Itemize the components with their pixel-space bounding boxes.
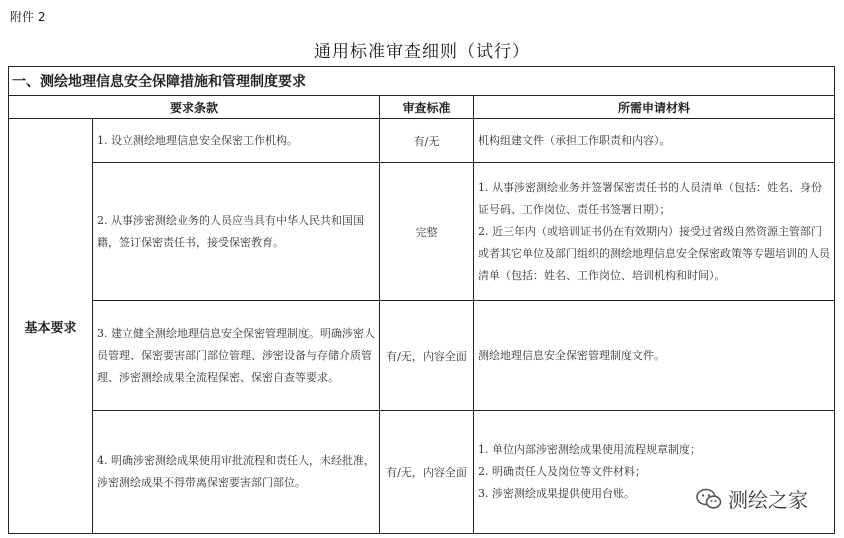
- material-line: 2. 近三年内（或培训证书仍在有效期内）接受过省级自然资源主管部门或者其它单位及部门组织的测绘地理信息安全保密政策等专题培训的人员清单（包括：姓名、工作岗位、培训机构和时间）。: [478, 224, 830, 282]
- materials-cell: [474, 411, 835, 534]
- watermark-text: 测绘之家: [728, 488, 808, 512]
- requirement-cell: 1. 设立测绘地理信息安全保密工作机构。: [93, 119, 380, 163]
- table-row: [9, 119, 835, 163]
- materials-cell: [474, 163, 835, 301]
- requirement-cell: 4. 明确涉密测绘成果使用审批流程和责任人，未经批准，涉密测绘成果不得带离保密要害部门部位。: [93, 411, 380, 534]
- category-cell: 基本要求: [9, 119, 93, 534]
- review-table-container: [8, 66, 834, 534]
- standard-cell: 有/无，内容全面: [380, 411, 474, 534]
- section-heading: 一、测绘地理信息安全保障措施和管理制度要求: [9, 67, 835, 96]
- table-row: [9, 301, 835, 411]
- material-line: 测绘地理信息安全保密管理制度文件。: [478, 348, 665, 362]
- standard-cell: 有/无: [380, 119, 474, 163]
- page-title: 通用标准审查细则（试行）: [314, 42, 530, 62]
- table-row: [9, 411, 835, 534]
- material-line: 机构组建文件（承担工作职责和内容）。: [478, 133, 671, 147]
- material-line: 1. 单位内部涉密测绘成果使用流程规章制度；: [478, 443, 701, 456]
- material-line: 1. 从事涉密测绘业务并签署保密责任书的人员清单（包括：姓名、身份证号码、工作岗位、责任书签署日期）；: [478, 180, 822, 216]
- material-line: 3. 涉密测绘成果提供使用台账。: [478, 487, 635, 500]
- materials-cell: [474, 301, 835, 411]
- standard-cell: 完整: [380, 163, 474, 301]
- header-standard: 审查标准: [380, 96, 474, 119]
- review-table: [8, 66, 835, 534]
- watermark: [696, 484, 808, 513]
- requirement-cell: 2. 从事涉密测绘业务的人员应当具有中华人民共和国国籍，签订保密责任书，接受保密教育。: [93, 163, 380, 301]
- wechat-icon: [696, 488, 722, 510]
- table-row: [9, 163, 835, 301]
- materials-cell: [474, 119, 835, 163]
- header-requirement: 要求条款: [9, 96, 380, 119]
- section-heading-row: [9, 67, 835, 96]
- requirement-cell: 3. 建立健全测绘地理信息安全保密管理制度。明确涉密人员管理、保密要害部门部位管理、涉密设备与存储介质管理、涉密测绘成果全流程保密、保密自查等要求。: [93, 301, 380, 411]
- material-line: 2. 明确责任人及岗位等文件材料；: [478, 465, 646, 478]
- header-materials: 所需申请材料: [474, 96, 835, 119]
- table-header-row: [9, 96, 835, 119]
- attachment-label: 附件 2: [10, 10, 46, 24]
- standard-cell: 有/无，内容全面: [380, 301, 474, 411]
